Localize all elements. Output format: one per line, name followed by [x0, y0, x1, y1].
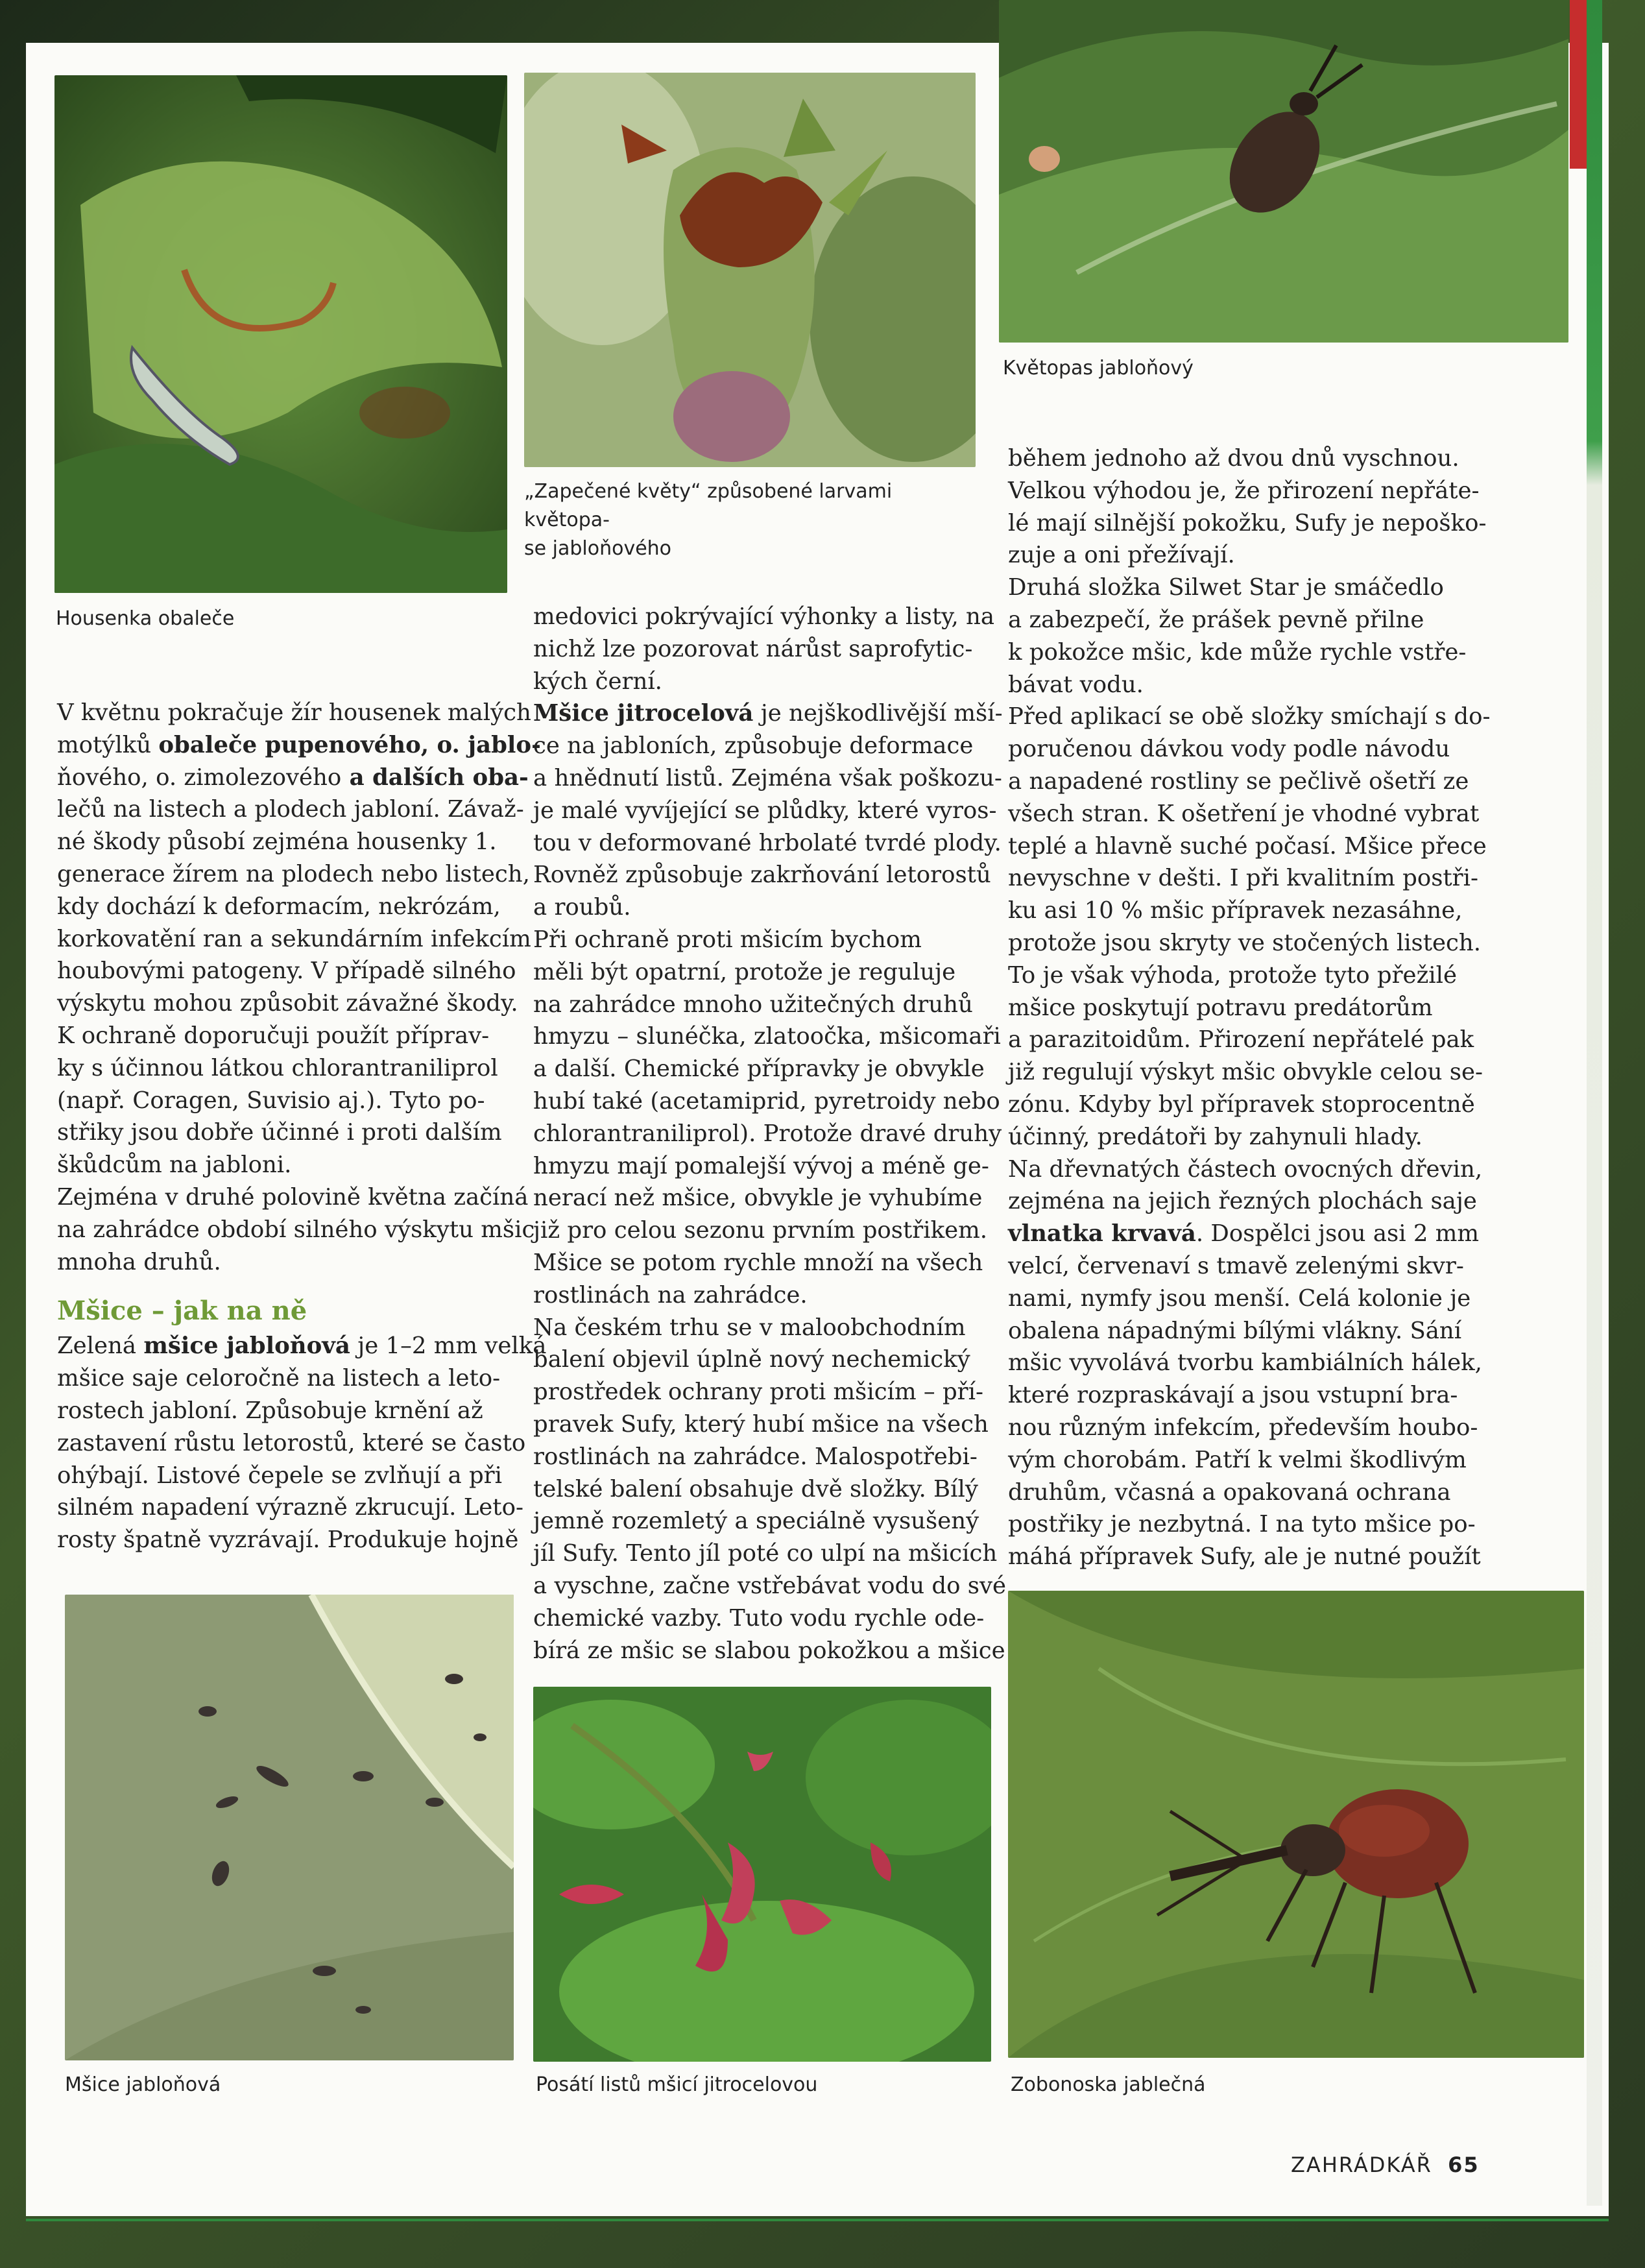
- text-line: druhům, včasná a opakovaná ochrana: [1008, 1478, 1451, 1506]
- edge-stripe-red: [1570, 0, 1587, 169]
- text-line: a parazitoidům. Přirození nepřátelé pak: [1008, 1026, 1474, 1054]
- photo-zobonoska-jablecna: [1008, 1591, 1584, 2058]
- text-segment: je nejškodlivější mší-: [753, 700, 1003, 727]
- text-line: zuje a oni přežívají.: [1008, 542, 1235, 569]
- text-line: a zabezpečí, že prášek pevně přilne: [1008, 606, 1424, 633]
- text-line: na zahrádce mnoho užitečných druhů: [533, 991, 973, 1018]
- text-line: během jednoho až dvou dnů vyschnou.: [1008, 445, 1459, 472]
- text-line: hmyzu mají pomalejší vývoj a méně ge-: [533, 1152, 989, 1179]
- text-line: né škody působí zejména housenky 1.: [57, 828, 497, 856]
- page-footer: [1291, 2153, 1480, 2177]
- text-line: kých černí.: [533, 668, 662, 695]
- text-line: k pokožce mšic, kde může rychle vstře-: [1008, 638, 1467, 666]
- magazine-name: ZAHRÁDKÁŘ: [1291, 2153, 1432, 2177]
- bold-term: obaleče pupenového, o. jablo-: [158, 731, 541, 758]
- text-line: tou v deformované hrbolaté tvrdé plody.: [533, 829, 1002, 856]
- text-line: nevyschne v dešti. I při kvalitním postři-: [1008, 865, 1478, 892]
- photo-posati-listu: [533, 1687, 991, 2062]
- text-line: na zahrádce období silného výskytu mšic: [57, 1216, 535, 1243]
- caption-zapecene-kvety: [524, 477, 978, 563]
- text-line: prostředek ochrany proti mšicím – pří-: [533, 1379, 983, 1406]
- text-line: jemně rozemletý a speciálně vysušený: [533, 1508, 979, 1535]
- text-line: již pro celou sezonu prvním postřikem.: [533, 1217, 988, 1244]
- text-line: a další. Chemické přípravky je obvykle: [533, 1056, 985, 1083]
- bold-term: a dalších oba-: [341, 764, 529, 791]
- text-line: rosty špatně vyzrávají. Produkuje hojně: [57, 1526, 519, 1554]
- text-segment: Zelená: [57, 1333, 144, 1360]
- text-line: protože jsou skryty ve stočených listech.: [1008, 929, 1482, 956]
- text-line: [57, 729, 541, 762]
- text-line: zastavení růstu letorostů, které se často: [57, 1429, 526, 1456]
- text-line: hmyzu – slunéčka, zlatoočka, mšicomaři: [533, 1023, 1001, 1050]
- text-line: vým chorobám. Patří k velmi škodlivým: [1008, 1446, 1467, 1473]
- text-line: kdy dochází k deformacím, nekrózám,: [57, 893, 501, 920]
- text-line: je malé vyvíjející se plůdky, které vyros-: [533, 797, 997, 824]
- caption-zapecene-line2: se jabloňového: [524, 537, 672, 560]
- text-line: ky s účinnou látkou chlorantraniliprol: [57, 1054, 498, 1081]
- text-line: měli být opatrní, protože je reguluje: [533, 958, 956, 985]
- text-segment: . Dospělci jsou asi 2 mm: [1195, 1220, 1480, 1248]
- text-line: K ochraně doporučuji použít příprav-: [57, 1022, 490, 1049]
- text-line: chlorantraniliprol). Protože dravé druhy: [533, 1120, 1002, 1147]
- text-line: Na dřevnatých částech ovocných dřevin,: [1008, 1155, 1483, 1183]
- text-line: Zejména v druhé polovině května začíná: [57, 1183, 529, 1211]
- text-line: houbovými patogeny. V případě silného: [57, 958, 516, 985]
- edge-stripe-green: [1587, 0, 1602, 2206]
- bold-term: Mšice jitrocelová: [533, 700, 754, 727]
- text-line: velcí, červenaví s tmavě zelenými skvr-: [1008, 1252, 1464, 1279]
- text-line: lečů na listech a plodech jabloní. Závaž-: [57, 796, 524, 823]
- text-line: mšic vyvolává tvorbu kambiálních hálek,: [1008, 1349, 1482, 1377]
- text-line: jíl Sufy. Tento jíl poté co ulpí na mšicích: [533, 1540, 998, 1567]
- text-line: Při ochraně proti mšicím bychom: [533, 926, 922, 953]
- text-line: bírá ze mšic se slabou pokožkou a mšice: [533, 1637, 1005, 1664]
- text-line: máhá přípravek Sufy, ale je nutné použít: [1008, 1543, 1481, 1571]
- article-column-3: [1008, 442, 1491, 1573]
- text-line: střiky jsou dobře účinné i proti dalším: [57, 1119, 502, 1146]
- text-line: rostlinách na zahrádce.: [533, 1281, 808, 1309]
- bold-term: vlnatka krvavá: [1008, 1220, 1196, 1248]
- caption-kvetopas: Květopas jabloňový: [1003, 357, 1194, 380]
- caption-msice: Mšice jabloňová: [65, 2073, 221, 2096]
- text-line: již regulují výskyt mšic obvykle celou se-: [1008, 1059, 1483, 1086]
- text-line: bávat vodu.: [1008, 671, 1144, 698]
- text-line: výskytu mohou způsobit závažné škody.: [57, 990, 518, 1017]
- article-column-2: [533, 601, 1007, 1667]
- text-line: [1008, 1218, 1480, 1250]
- text-line: [57, 762, 529, 794]
- text-line: které rozpraskávají a jsou vstupní bra-: [1008, 1382, 1458, 1409]
- text-line: nou různým infekcím, především houbo-: [1008, 1414, 1478, 1441]
- text-line: zónu. Kdyby byl přípravek stoprocentně: [1008, 1091, 1475, 1118]
- text-line: ohýbají. Listové čepele se zvlňují a při: [57, 1462, 503, 1489]
- text-line: mšice poskytují potravu predátorům: [1008, 994, 1433, 1021]
- caption-posati: Posátí listů mšicí jitrocelovou: [536, 2073, 818, 2096]
- text-line: škůdcům na jabloni.: [57, 1152, 292, 1179]
- text-line: mnoha druhů.: [57, 1248, 221, 1275]
- text-line: (např. Coragen, Suvisio aj.). Tyto po-: [57, 1087, 485, 1114]
- photo-kvetopas-jablonovy: [999, 0, 1568, 343]
- column1-paragraph-2: [57, 1330, 547, 1556]
- text-line: Mšice se potom rychle množí na všech: [533, 1249, 983, 1276]
- text-line: balení objevil úplně nový nechemický: [533, 1346, 970, 1373]
- text-segment: ňového, o. zimolezového: [57, 764, 342, 791]
- text-line: mšice saje celoročně na listech a leto-: [57, 1365, 501, 1392]
- caption-housenka: Housenka obaleče: [56, 607, 235, 630]
- text-line: teplé a hlavně suché počasí. Mšice přece: [1008, 832, 1487, 860]
- section-heading-msice: Mšice – jak na ně: [57, 1296, 307, 1327]
- text-line: Druhá složka Silwet Star je smáčedlo: [1008, 574, 1444, 601]
- text-line: ce na jabloních, způsobuje deformace: [533, 732, 974, 760]
- bold-term: mšice jabloňová: [143, 1333, 350, 1360]
- text-line: ku asi 10 % mšic přípravek nezasáhne,: [1008, 897, 1463, 924]
- text-line: všech stran. K ošetření je vhodné vybrat: [1008, 800, 1480, 827]
- column1-paragraph-1: [57, 697, 541, 1278]
- text-line: silném napadení výrazně zkrucují. Leto-: [57, 1494, 523, 1521]
- text-line: V květnu pokračuje žír housenek malých: [57, 699, 531, 726]
- caption-zapecene-line1: „Zapečené květy“ způsobené larvami květopa-: [524, 480, 893, 531]
- text-line: obalena nápadnými bílými vlákny. Sání: [1008, 1317, 1462, 1344]
- text-line: telské balení obsahuje dvě složky. Bílý: [533, 1475, 978, 1502]
- text-line: a hnědnutí listů. Zejména však poškozu-: [533, 764, 1002, 791]
- text-line: zejména na jejich řezných plochách saje: [1008, 1188, 1477, 1215]
- text-line: pravek Sufy, který hubí mšice na všech: [533, 1410, 989, 1438]
- text-line: postřiky je nezbytná. I na tyto mšice po-: [1008, 1511, 1476, 1538]
- text-line: korkovatění ran a sekundárním infekcím: [57, 925, 531, 952]
- text-line: rostech jabloní. Způsobuje krnění až: [57, 1397, 483, 1424]
- text-line: To je však výhoda, protože tyto přežilé: [1008, 961, 1457, 989]
- page-number: 65: [1448, 2153, 1480, 2177]
- text-line: Před aplikací se obě složky smíchají s do-: [1008, 703, 1491, 730]
- text-line: a napadené rostliny se pečlivě ošetří ze: [1008, 767, 1469, 795]
- photo-msice-jablonova: [65, 1595, 514, 2060]
- text-line: Na českém trhu se v maloobchodním: [533, 1314, 966, 1341]
- bottom-rule: [26, 2219, 1609, 2221]
- text-segment: je 1–2 mm velká: [350, 1333, 547, 1360]
- photo-zapecene-kvety: [524, 73, 976, 467]
- text-line: nichž lze pozorovat nárůst saprofytic-: [533, 635, 973, 662]
- text-line: lé mají silnější pokožku, Sufy je nepoško-: [1008, 509, 1487, 537]
- photo-housenka-obalece: [54, 75, 507, 593]
- text-line: Velkou výhodou je, že přirození nepřáte-: [1008, 477, 1480, 504]
- text-segment: motýlků: [57, 731, 159, 758]
- article-column-1: [57, 697, 547, 1556]
- caption-zobonoska: Zobonoska jablečná: [1011, 2073, 1206, 2096]
- text-line: a vyschne, začne vstřebávat vodu do své: [533, 1572, 1007, 1599]
- text-line: nerací než mšice, obvykle je vyhubíme: [533, 1185, 983, 1212]
- text-line: účinný, predátoři by zahynuli hlady.: [1008, 1123, 1423, 1150]
- text-line: a roubů.: [533, 894, 631, 921]
- text-line: [57, 1330, 547, 1362]
- text-line: [533, 697, 1003, 730]
- text-line: medovici pokrývající výhonky a listy, na: [533, 603, 995, 630]
- text-line: Rovněž způsobuje zakrňování letorostů: [533, 862, 991, 889]
- text-line: generace žírem na plodech nebo listech,: [57, 860, 530, 887]
- text-line: chemické vazby. Tuto vodu rychle ode-: [533, 1604, 985, 1632]
- text-line: nami, nymfy jsou menší. Celá kolonie je: [1008, 1285, 1471, 1312]
- text-line: hubí také (acetamiprid, pyretroidy nebo: [533, 1087, 1000, 1115]
- text-line: rostlinách na zahrádce. Malospotřebi-: [533, 1443, 978, 1470]
- text-line: poručenou dávkou vody podle návodu: [1008, 736, 1450, 763]
